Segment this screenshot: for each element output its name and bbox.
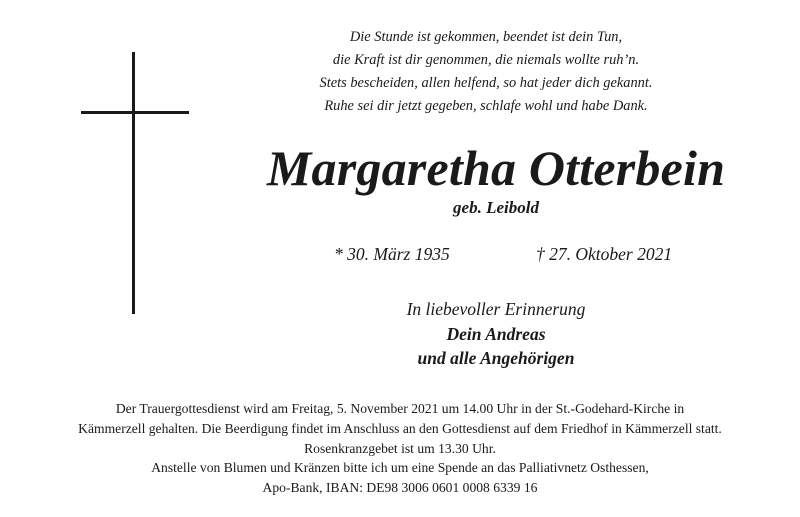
- maiden-name: geb. Leibold: [453, 198, 539, 217]
- poem-line: Ruhe sei dir jetzt gegeben, schlafe wohl und habe Dank.: [324, 98, 648, 114]
- poem-line: Stets bescheiden, allen helfend, so hat jeder dich gekannt.: [319, 75, 653, 91]
- memorial-block: [346, 297, 646, 371]
- deceased-name: Margaretha Otterbein: [266, 140, 726, 196]
- notice-line: Anstelle von Blumen und Kränzen bitte ich um eine Spende an das Palliativnetz Osthessen,: [151, 460, 649, 476]
- memorial-family: und alle Angehörigen: [417, 348, 575, 368]
- cross-vertical-bar: [132, 52, 135, 314]
- service-notice: [20, 399, 780, 498]
- death-date: † 27. Oktober 2021: [536, 244, 673, 264]
- birth-date: * 30. März 1935: [334, 244, 450, 264]
- poem-line: Die Stunde ist gekommen, beendet ist dein Tun,: [349, 29, 623, 45]
- notice-line: Der Trauergottesdienst wird am Freitag, 5. November 2021 um 14.00 Uhr in der St.-Godehard-Kirche in: [115, 401, 685, 416]
- memorial-from: Dein Andreas: [446, 323, 546, 344]
- memorial-intro: In liebevoller Erinnerung: [406, 299, 586, 319]
- cross-horizontal-bar: [81, 111, 189, 114]
- poem: [276, 26, 696, 118]
- poem-line: die Kraft ist dir genommen, die niemals wollte ruh’n.: [332, 52, 640, 68]
- notice-line: Apo-Bank, IBAN: DE98 3006 0601 0008 6339 16: [262, 480, 538, 496]
- notice-line: Rosenkranzgebet ist um 13.30 Uhr.: [304, 440, 496, 456]
- notice-line: Kämmerzell gehalten. Die Beerdigung findet im Anschluss an den Gottesdienst auf dem Friedhof in Kämmerzell statt.: [78, 420, 722, 436]
